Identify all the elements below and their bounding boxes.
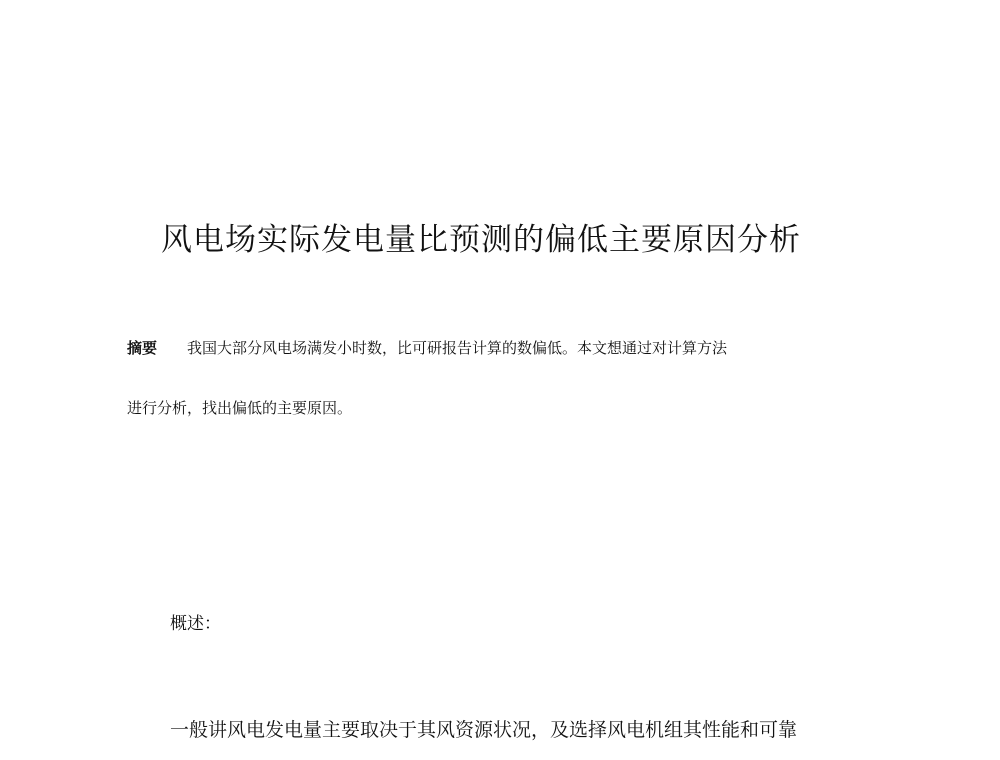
abstract-label: 摘要 <box>127 339 158 357</box>
paper-title: 风电场实际发电量比预测的偏低主要原因分析 <box>161 222 801 258</box>
section-heading-overview: 概述： <box>170 614 221 634</box>
abstract-text-1: 我国大部分风电场满发小时数，比可研报告计算的数偏低。本文想通过对计算方法 <box>187 339 728 357</box>
abstract-line-2: 进行分析，找出偏低的主要原因。 <box>127 399 353 417</box>
body-text-line: 一般讲风电发电量主要取决于其风资源状况，及选择风电机组其性能和可靠 <box>170 719 798 741</box>
abstract-line-1 <box>127 337 727 358</box>
